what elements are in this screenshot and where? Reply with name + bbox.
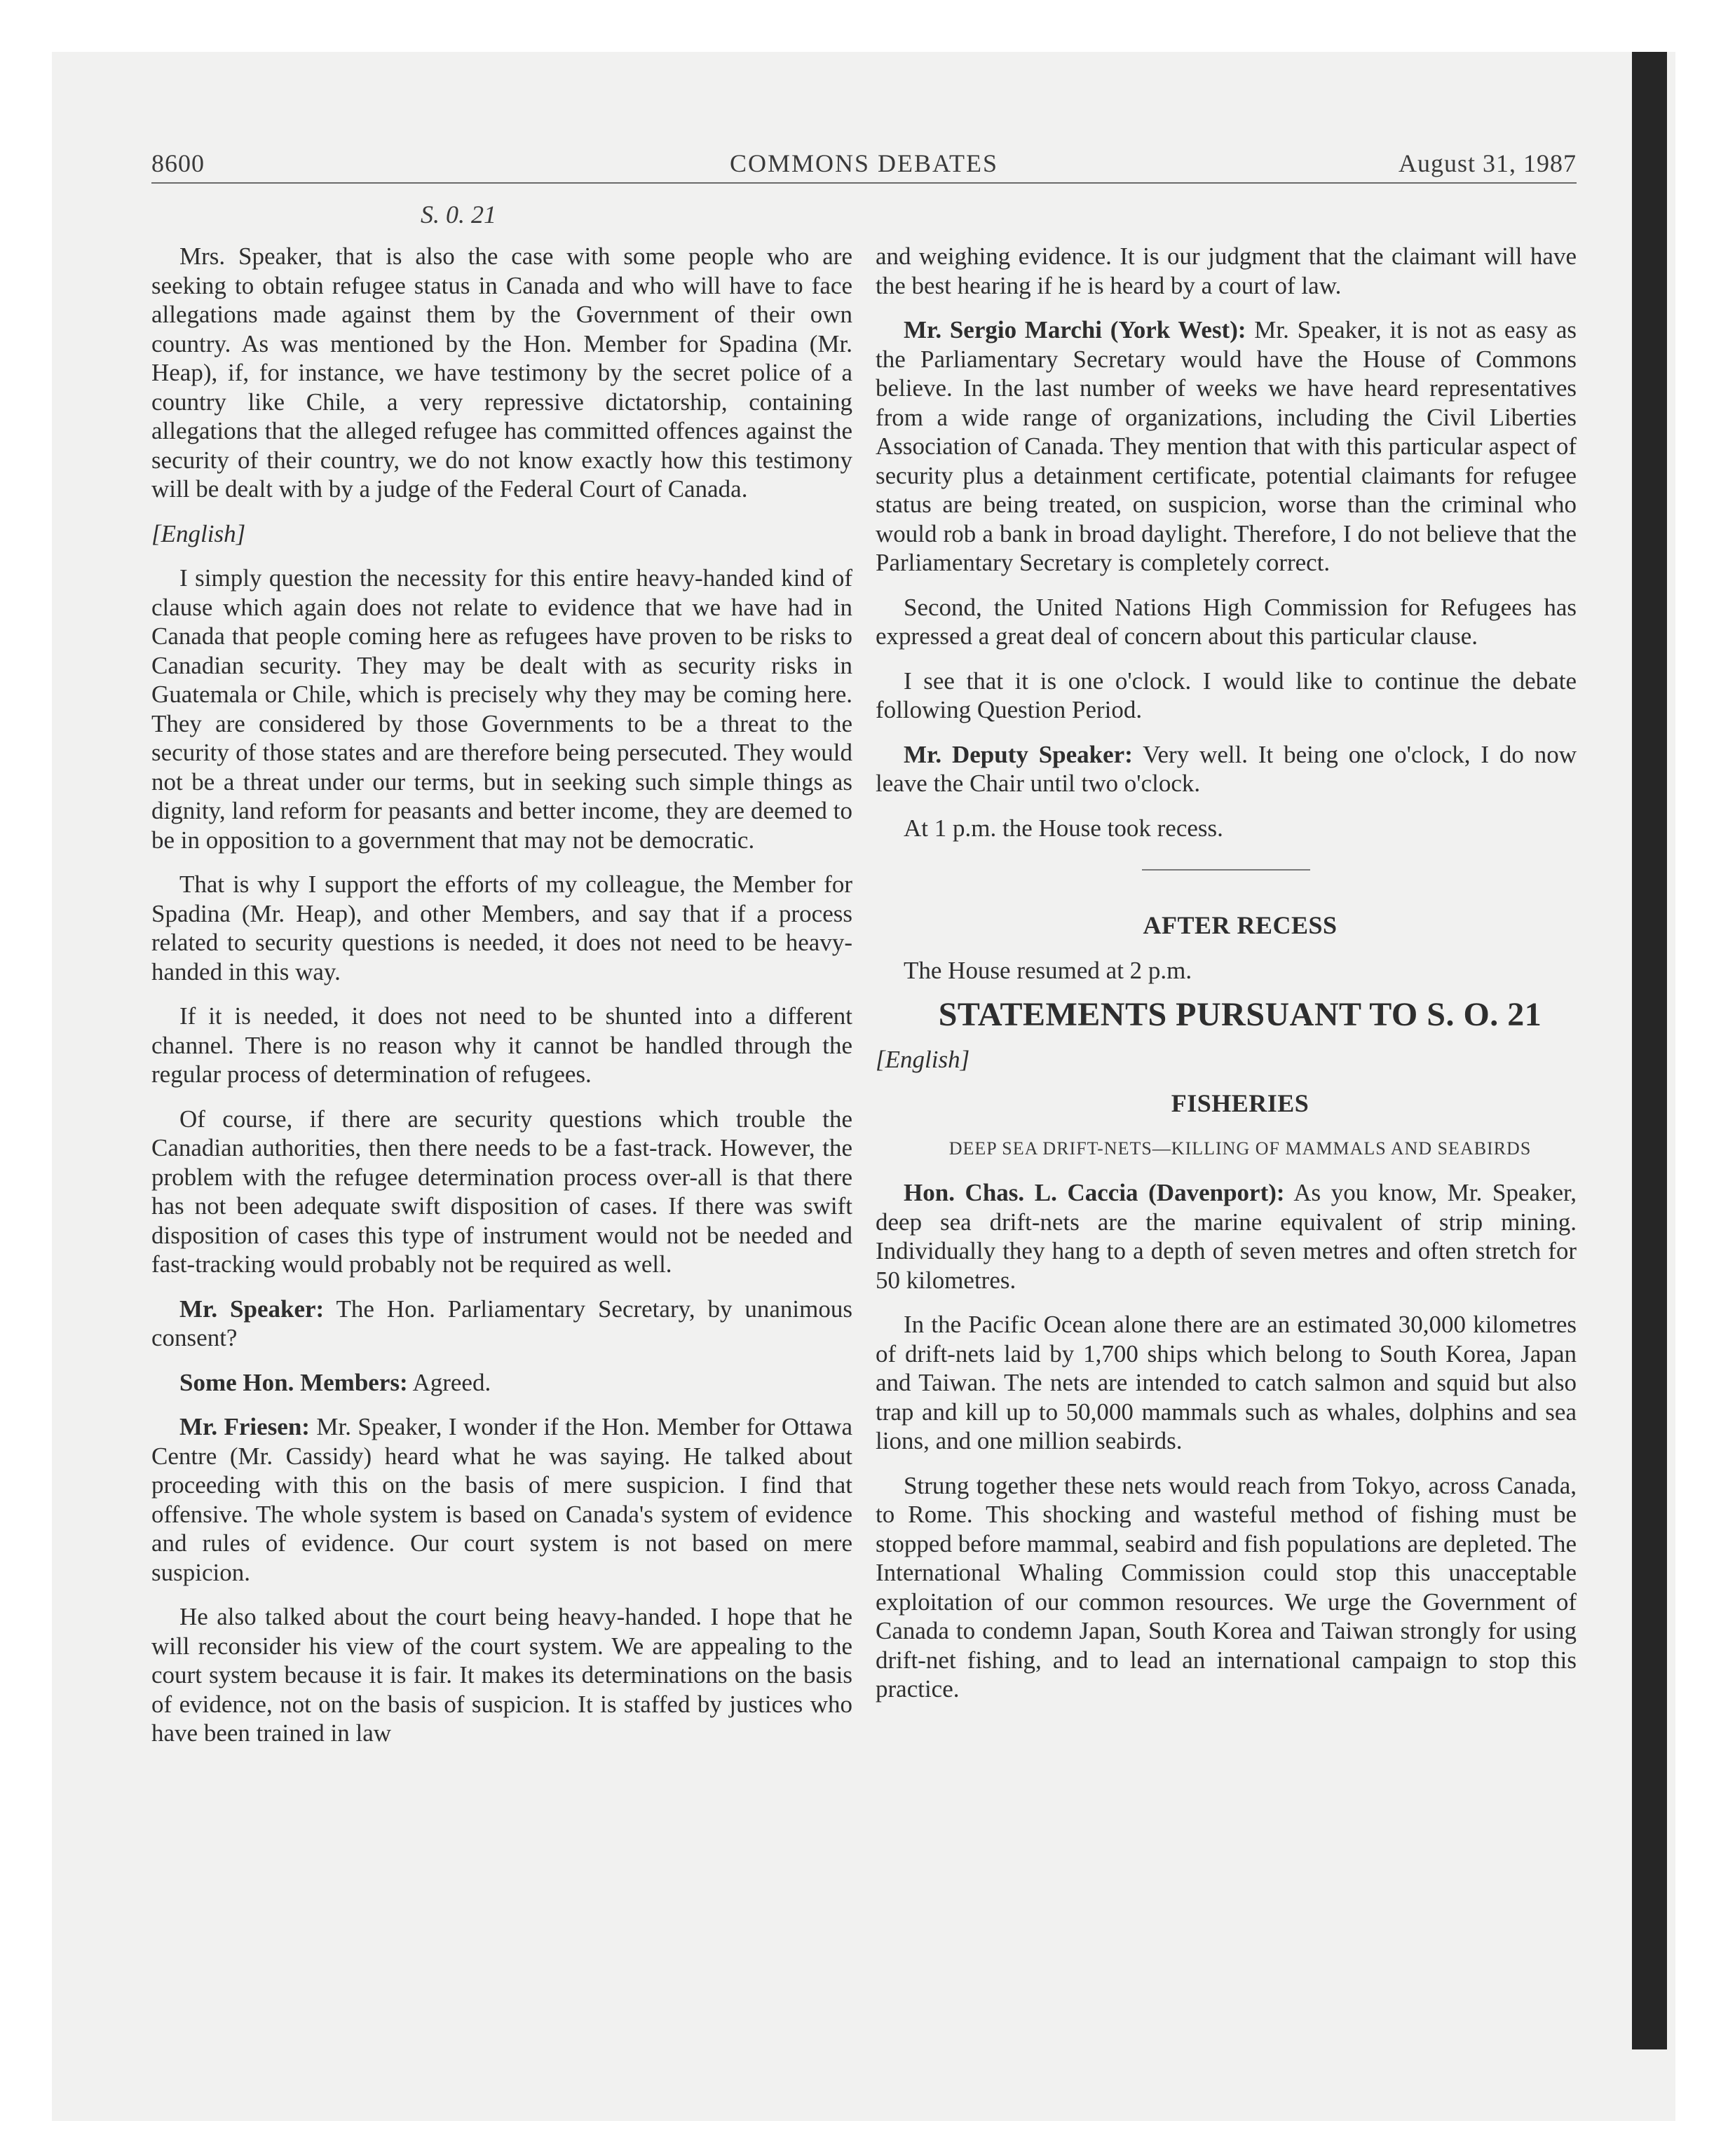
speaker-name: Mr. Friesen:: [179, 1413, 310, 1440]
page-edge-shadow: [1632, 52, 1667, 2049]
running-header: [151, 147, 1577, 184]
speech-text: Very well. It being one o'clock, I do now leave the Chair until two o'clock.: [876, 740, 1577, 797]
paragraph: At 1 p.m. the House took recess.: [904, 814, 1223, 842]
language-marker: [English]: [876, 1045, 970, 1073]
speech-paragraph: [151, 1368, 852, 1398]
speech-text: Mr. Speaker, it is not as easy as the Parliamentary Secretary would have the House of Commons believe. In the last number of weeks we have heard representatives from a wide range of organizations, including the Civil Liberties Association of Canada. They mention that with this particular aspect of security plus a detainment certificate, potential claimants for refugee status are being treated, on suspicion, worse than the criminal who would rob a bank in broad daylight. Therefore, I do not believe that the Parliamentary Secretary is completely correct.: [876, 316, 1577, 576]
standing-order-label: S. 0. 21: [421, 200, 496, 228]
speaker-name: Some Hon. Members:: [179, 1368, 408, 1396]
language-marker: [English]: [151, 519, 246, 547]
speech-paragraph: [876, 315, 1577, 578]
paragraph: Strung together these nets would reach from Tokyo, across Canada, to Rome. This shocking and wasteful method of fishing must be stopped before mammal, seabird and fish populations are depleted. The International Whaling Commission could stop this unacceptable exploitation of our common resources. We urge the Government of Canada to condemn Japan, South Korea and Taiwan strongly for using drift-net fishing, and to lead an international campaign to stop this practice.: [876, 1471, 1577, 1703]
paragraph: Second, the United Nations High Commission for Refugees has expressed a great deal of concern about this particular clause.: [876, 593, 1577, 650]
publication-title: COMMONS DEBATES: [729, 149, 999, 177]
section-divider: [1142, 869, 1310, 871]
paragraph: I simply question the necessity for this entire heavy-handed kind of clause which again does not relate to evidence that we have had in Canada that people coming here as refugees have proven to be risks to Canadian security. They may be dealt with as security risks in Guatemala or Chile, which is precisely why they may be coming here. They are considered by those Governments to be a threat to the security of those states and are therefore being persecuted. They would not be a threat under our terms, but in seeking such simple things as dignity, land reform for peasants and better income, they are deemed to be in opposition to a government that may not be democratic.: [151, 564, 852, 854]
left-column: [151, 242, 852, 1763]
section-title: STATEMENTS PURSUANT TO S. O. 21: [938, 996, 1542, 1033]
subtopic-heading: DEEP SEA DRIFT-NETS—KILLING OF MAMMALS AND SEABIRDS: [948, 1138, 1532, 1159]
paragraph: Of course, if there are security questions which trouble the Canadian authorities, then there needs to be a fast-track. However, the problem with the refugee determination process over-all is that there has not been adequate swift disposition of cases. If there was swift disposition of cases this type of instrument would not be needed and fast-tracking would probably not be required as well.: [151, 1105, 852, 1278]
speech-text: Mr. Speaker, I wonder if the Hon. Member for Ottawa Centre (Mr. Cassidy) heard what he was saying. He talked about proceeding with this on the basis of mere suspicion. I find that offensive. The whole system is based on Canada's system of evidence and rules of evidence. Our court system is not based on mere suspicion.: [151, 1413, 852, 1586]
speech-text: As you know, Mr. Speaker, deep sea drift-nets are the marine equivalent of strip mining. Individually they hang to a depth of seven metres and often stretch for 50 kilometres.: [876, 1179, 1577, 1294]
speech-paragraph: [151, 1412, 852, 1587]
paragraph: Mrs. Speaker, that is also the case with some people who are seeking to obtain refugee status in Canada and who will have to face allegations made against them by the Government of their own country. As was mentioned by the Hon. Member for Spadina (Mr. Heap), if, for instance, we have testimony by the secret police of a country like Chile, a very repressive dictatorship, containing allegations that the alleged refugee has committed offences against the security of their country, we do not know exactly how this testimony will be dealt with by a judge of the Federal Court of Canada.: [151, 243, 852, 503]
paragraph: The House resumed at 2 p.m.: [904, 956, 1192, 984]
speech-text: Agreed.: [407, 1368, 491, 1396]
paragraph: He also talked about the court being heavy-handed. I hope that he will reconsider his view of the court system. We are appealing to the court system because it is fair. It makes its determinations on the basis of evidence, not on the basis of suspicion. It is staffed by justices who have been trained in law: [151, 1603, 852, 1747]
paragraph: If it is needed, it does not need to be shunted into a different channel. There is no reason why it cannot be handled through the regular process of determination of refugees.: [151, 1002, 852, 1088]
paragraph: and weighing evidence. It is our judgment that the claimant will have the best hearing if he is heard by a court of law.: [876, 243, 1577, 299]
after-recess-heading: AFTER RECESS: [1143, 911, 1338, 939]
speaker-name: Mr. Speaker:: [179, 1295, 325, 1323]
paragraph: That is why I support the efforts of my colleague, the Member for Spadina (Mr. Heap), and other Members, and say that if a process related to security questions is needed, it does not need to be heavy-handed in this way.: [151, 871, 852, 985]
paragraph: In the Pacific Ocean alone there are an estimated 30,000 kilometres of drift-nets laid by 1,700 ships which belong to South Korea, Japan and Taiwan. The nets are intended to catch salmon and squid but also trap and kill up to 50,000 mammals such as whales, dolphins and sea lions, and one million seabirds.: [876, 1311, 1577, 1454]
speech-paragraph: [876, 740, 1577, 798]
paragraph: I see that it is one o'clock. I would like to continue the debate following Question Period.: [876, 667, 1577, 723]
speaker-name: Hon. Chas. L. Caccia (Davenport):: [904, 1179, 1285, 1206]
speech-text: The Hon. Parliamentary Secretary, by unanimous consent?: [151, 1295, 853, 1351]
speech-paragraph: [876, 1178, 1577, 1295]
header-date: August 31, 1987: [1398, 149, 1577, 177]
right-column: [876, 242, 1577, 1719]
speaker-name: Mr. Deputy Speaker:: [904, 740, 1133, 768]
speaker-name: Mr. Sergio Marchi (York West):: [904, 316, 1246, 343]
page-number: 8600: [151, 149, 205, 177]
speech-paragraph: [151, 1295, 852, 1353]
topic-heading: FISHERIES: [1171, 1089, 1309, 1117]
